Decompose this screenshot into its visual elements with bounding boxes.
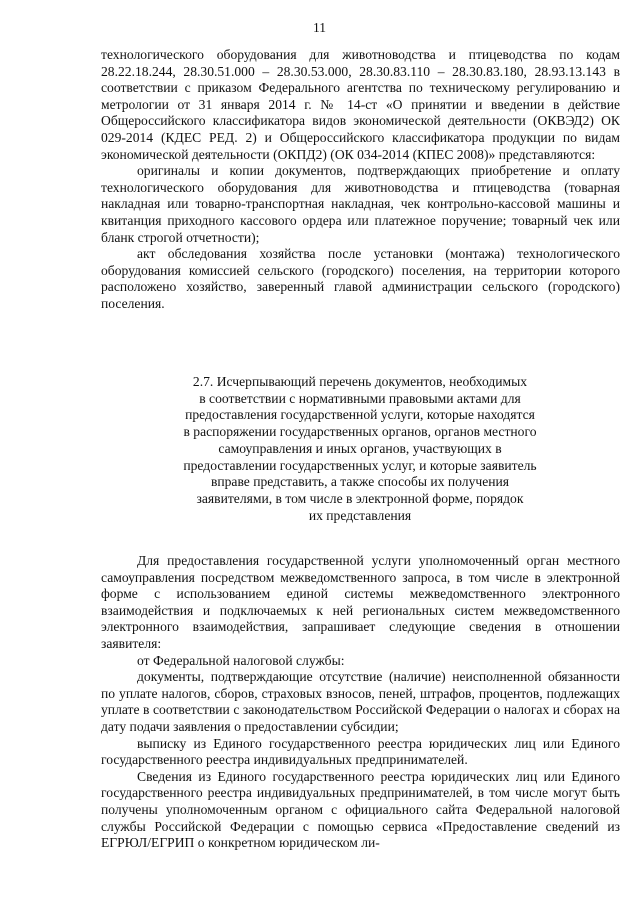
top-text-block <box>101 47 620 313</box>
section-heading <box>150 374 570 524</box>
heading-line: вправе представить, а также способы их получения <box>210 474 510 490</box>
paragraph: документы, подтверждающие отсутствие (наличие) неисполненной обязанности по уплате налогов, сборов, страховых взносов, пеней, штрафов, процентов, подлежащих уплате в соответствии с законодательством Российской Федерации о налогах и сборах на дату подачи заявления о предоставлении субсидии; <box>101 669 620 734</box>
paragraph: Сведения из Единого государственного реестра юридических лиц или Единого государственного реестра индивидуальных предпринимателей, в том числе могут быть получены уполномоченным органом с официального сайта Федеральной налоговой службы Российской Федерации с помощью сервиса «Предоставление сведений из ЕГРЮЛ/ЕГРИП о конкретном юридическом ли- <box>101 768 620 851</box>
bottom-text-block <box>101 553 620 852</box>
heading-line: заявителями, в том числе в электронной форме, порядок <box>196 490 524 506</box>
heading-line: предоставления государственной услуги, которые находятся <box>185 407 535 423</box>
heading-line: 2.7. Исчерпывающий перечень документов, необходимых <box>192 374 528 389</box>
paragraph: оригиналы и копии документов, подтверждающих приобретение и оплату технологического оборудования для животноводства и птицеводства (товарная накладная или товарно-транспортная накладная, чек контрольно-кассовой машины и квитанция приходного кассового ордера или платежное поручение; товарный чек или бланк строгой отчетности); <box>101 163 620 245</box>
paragraph: выписку из Единого государственного реестра юридических лиц или Единого государственного реестра индивидуальных предпринимателей. <box>101 735 620 768</box>
heading-line: в соответствии с нормативными правовыми актами для <box>199 390 521 406</box>
heading-line: самоуправления и иных органов, участвующих в <box>218 440 502 456</box>
paragraph: Для предоставления государственной услуги уполномоченный орган местного самоуправления посредством межведомственного запроса, в том числе в электронной форме с использованием единой системы межведомственного электронного взаимодействия и подключаемых к ней региональных систем межведомственного электронного взаимодействия, запрашивает следующие сведения в отношении заявителя: <box>101 553 620 651</box>
heading-line: в распоряжении государственных органов, органов местного <box>183 424 537 440</box>
heading-line: их представления <box>308 507 412 523</box>
paragraph: акт обследования хозяйства после установки (монтажа) технологического оборудования комиссией сельского (городского) поселения, на территории которого расположено хозяйство, заверенный главой администрации сельского (городского) поселения. <box>101 246 620 311</box>
paragraph: от Федеральной налоговой службы: <box>137 652 345 668</box>
paragraph: технологического оборудования для животноводства и птицеводства по кодам 28.22.18.244, 28.30.51.000 – 28.30.53.000, 28.30.83.110 – 28.30.83.180, 28.93.13.143 в соответствии с приказом Федерального агентства по техническому регулированию и метрологии от 31 января 2014 г. № 14-ст «О принятии и введении в действие Общероссийского классификатора видов экономической деятельности (ОКВЭД2) ОК 029-2014 (КДЕС РЕД. 2) и Общероссийского классификатора продукции по видам экономической деятельности (ОКПД2) (ОК 034-2014 (КПЕС 2008)» представляются: <box>101 47 620 162</box>
heading-line: предоставлении государственных услуг, и которые заявитель <box>183 457 537 473</box>
page-number: 11 <box>313 20 326 35</box>
